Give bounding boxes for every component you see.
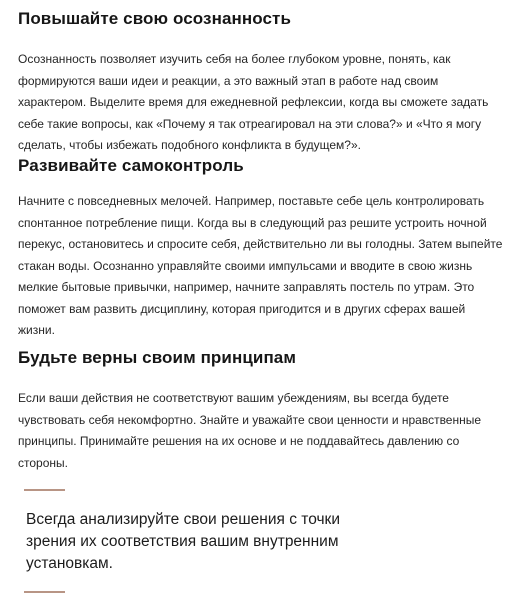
- paragraph-line: формируются ваши идеи и реакции, а это важный этап в работе над своим: [18, 73, 439, 88]
- section-paragraph-principles: [18, 388, 481, 474]
- section-heading-principles: Будьте верны своим принципам: [18, 348, 297, 367]
- paragraph-line: Осознанность позволяет изучить себя на более глубоком уровне, понять, как: [18, 52, 451, 66]
- quote-divider-top: [24, 489, 65, 491]
- section-paragraph-awareness: [18, 49, 488, 157]
- paragraph-line: перекус, остановитесь и спросите себя, действительно ли вы голодны. Затем выпейте: [18, 237, 503, 251]
- paragraph-line: жизни.: [18, 323, 55, 337]
- paragraph-line: принципы. Принимайте решения на их основе и не поддавайтесь давлению со: [18, 434, 460, 448]
- paragraph-line: спонтанное потребление пищи. Когда вы в следующий раз решите устроить ночной: [18, 215, 487, 230]
- quote-line: Всегда анализируйте свои решения с точки: [26, 511, 340, 528]
- quote-divider-bottom: [24, 591, 65, 593]
- quote-line: зрения их соответствия вашим внутренним: [26, 533, 339, 550]
- pull-quote: [26, 509, 340, 575]
- paragraph-line: сделать, чтобы избежать подобного конфликта в будущем?».: [18, 138, 361, 152]
- section-heading-self-control: Развивайте самоконтроль: [18, 156, 244, 175]
- section-heading-awareness: Повышайте свою осознанность: [18, 9, 292, 28]
- quote-line: установкам.: [26, 555, 113, 572]
- section-paragraph-self-control: [18, 191, 502, 342]
- paragraph-line: поможет вам развить дисциплину, которая пригодится и в других сферах вашей: [18, 301, 466, 316]
- paragraph-line: Начните с повседневных мелочей. Например, поставьте себе цель контролировать: [18, 194, 485, 208]
- paragraph-line: Если ваши действия не соответствуют вашим убеждениям, вы всегда будете: [18, 391, 449, 405]
- paragraph-line: характером. Выделите время для ежедневной рефлексии, когда вы сможете задать: [18, 95, 489, 109]
- paragraph-line: чувствовать себя некомфортно. Знайте и уважайте свои ценности и нравственные: [18, 412, 482, 427]
- paragraph-line: стакан воды. Осознанно управляйте своими импульсами и вводите в свою жизнь: [18, 258, 473, 273]
- paragraph-line: мелкие бытовые привычки, например, начните заправлять постель по утрам. Это: [18, 280, 475, 294]
- paragraph-line: стороны.: [18, 455, 68, 470]
- paragraph-line: себе такие вопросы, как «Почему я так отреагировал на эти слова?» и «Что я могу: [18, 116, 482, 131]
